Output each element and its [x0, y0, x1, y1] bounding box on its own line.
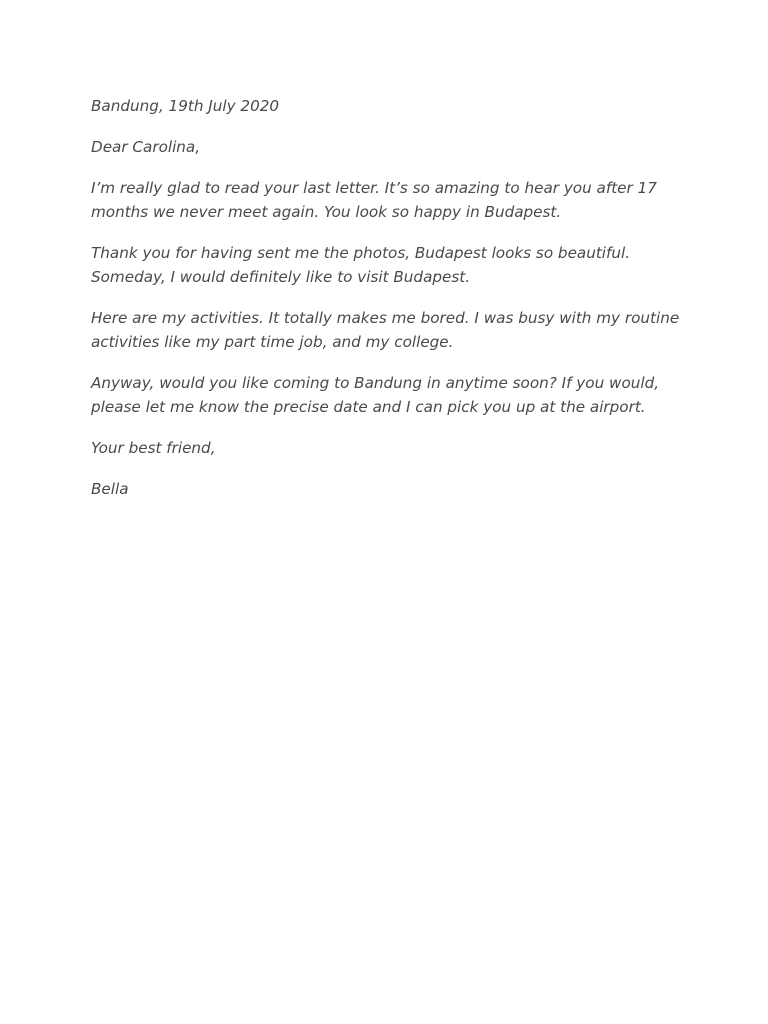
letter-paragraph-4: Anyway, would you like coming to Bandung in anytime soon? If you would, please let me know the precise date and I can pick you up at the airport.: [91, 374, 660, 416]
letter-date: Bandung, 19th July 2020: [91, 97, 280, 115]
letter-paragraph-1: I’m really glad to read your last letter. It’s so amazing to hear you after 17 months we never meet again. You look so happy in Budapest.: [91, 179, 657, 221]
letter-closing: Your best friend,: [91, 439, 216, 457]
letter-body: [91, 94, 691, 518]
letter-paragraph-3: Here are my activities. It totally makes me bored. I was busy with my routine activities like my part time job, and my college.: [91, 309, 680, 351]
letter-signature: Bella: [91, 480, 129, 498]
letter-salutation: Dear Carolina,: [91, 138, 201, 156]
letter-paragraph-2: Thank you for having sent me the photos, Budapest looks so beautiful. Someday, I would definitely like to visit Budapest.: [91, 244, 631, 286]
